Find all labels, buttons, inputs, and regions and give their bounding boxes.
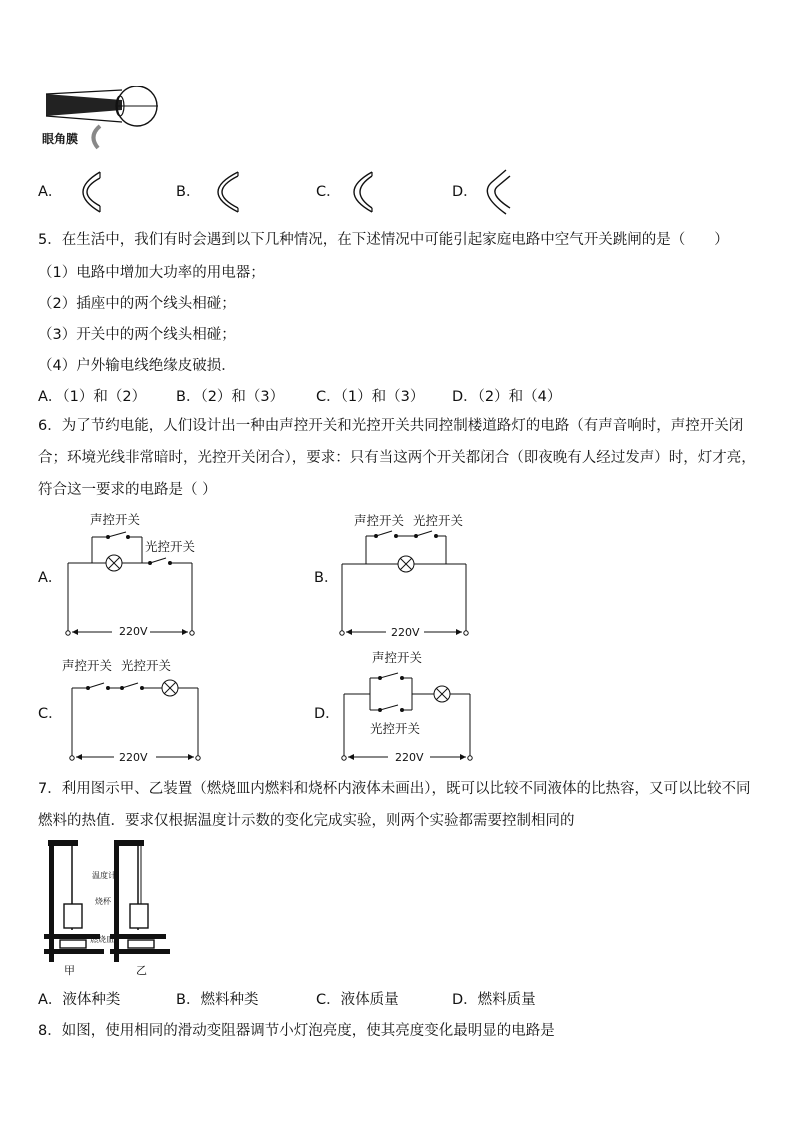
q7-burner-label: 燃烧皿 <box>90 935 114 944</box>
q8-stem: 8．如图，使用相同的滑动变阻器调节小灯泡亮度，使其亮度变化最明显的电路是 <box>38 1023 555 1039</box>
q7-option-b[interactable]: B．燃料种类 <box>176 992 259 1008</box>
q7-yi-label: 乙 <box>136 964 147 977</box>
q4-option-b-lens <box>202 168 244 216</box>
q5-item-2: （2）插座中的两个线头相碰； <box>38 296 236 312</box>
q6-option-a[interactable]: A． <box>38 570 63 586</box>
q6-b-voltage: 220V <box>391 626 420 639</box>
q7-thermometer-label: 温度计 <box>92 871 116 880</box>
q6-b-sound-label: 声控开关 <box>354 513 405 528</box>
q4-option-c[interactable] <box>316 180 341 201</box>
q6-circuit-d <box>338 666 478 772</box>
q6-circuit-c <box>66 672 206 772</box>
q7-jia-label: 甲 <box>64 964 75 977</box>
q6-a-light-label: 光控开关 <box>145 539 196 554</box>
q5-option-a[interactable]: A．（1）和（2） <box>38 389 147 405</box>
q7-option-c[interactable]: C．液体质量 <box>316 992 399 1008</box>
q6-stem: 6．为了节约电能，人们设计出一种由声控开关和光控开关共同控制楼道路灯的电路（有声音响时，声控开关闭合；环境光线非常暗时，光控开关闭合），要求：只有当这两个开关都闭合（即夜晚有人经过发声）时，灯才亮，符合这一要求的电路是（ ） <box>38 418 756 498</box>
q5-option-b[interactable]: B．（2）和（3） <box>176 389 285 405</box>
q6-c-voltage: 220V <box>119 751 148 764</box>
q6-a-voltage: 220V <box>119 625 148 638</box>
q5-option-d[interactable]: D．（2）和（4） <box>452 389 562 405</box>
q6-option-d[interactable]: D． <box>314 706 340 722</box>
q4-option-c-lens <box>338 168 380 216</box>
q4-option-b[interactable] <box>176 180 200 201</box>
q4-option-a-letter: A． <box>38 184 63 200</box>
q4-option-b-letter: B． <box>176 184 201 200</box>
q6-option-b[interactable]: B． <box>314 570 339 586</box>
q6-c-sound-label: 声控开关 <box>62 658 113 673</box>
q5-stem: 5．在生活中，我们有时会遇到以下几种情况，在下述情况中可能引起家庭电路中空气开关跳闸的是（ ） <box>38 232 729 248</box>
cornea-label: 眼角膜 <box>42 132 79 146</box>
q6-option-c[interactable]: C． <box>38 706 63 722</box>
q6-circuit-b <box>336 528 476 644</box>
q5-option-c[interactable]: C．（1）和（3） <box>316 389 425 405</box>
q6-circuit-a <box>62 525 202 645</box>
q7-beaker-label: 烧杯 <box>95 897 111 906</box>
q6-c-light-label: 光控开关 <box>121 658 172 673</box>
q6-d-voltage: 220V <box>395 751 424 764</box>
q7-option-a[interactable]: A．液体种类 <box>38 992 121 1008</box>
q7-apparatus-figure <box>40 836 172 978</box>
q4-option-a-lens <box>66 168 106 216</box>
q6-d-light-label: 光控开关 <box>370 721 421 736</box>
q7-option-d[interactable]: D．燃料质量 <box>452 992 536 1008</box>
q6-d-sound-label: 声控开关 <box>372 650 423 665</box>
q5-item-3: （3）开关中的两个线头相碰； <box>38 327 236 343</box>
q6-b-light-label: 光控开关 <box>413 513 464 528</box>
q4-option-a[interactable] <box>38 180 62 201</box>
eye-figure <box>42 86 164 152</box>
q5-item-1: （1）电路中增加大功率的用电器； <box>38 265 265 281</box>
q4-option-c-letter: C． <box>316 184 341 200</box>
q6-a-sound-label: 声控开关 <box>90 512 141 527</box>
q7-stem: 7．利用图示甲、乙装置（燃烧皿内燃料和烧杯内液体未画出），既可以比较不同液体的比热容，又可以比较不同燃料的热值．要求仅根据温度计示数的变化完成实验，则两个实验都需要控制相同的 <box>38 781 751 829</box>
q4-option-d-letter: D． <box>452 184 478 200</box>
q5-item-4: （4）户外输电线绝缘皮破损． <box>38 358 236 374</box>
q4-option-d-lens <box>474 168 516 216</box>
